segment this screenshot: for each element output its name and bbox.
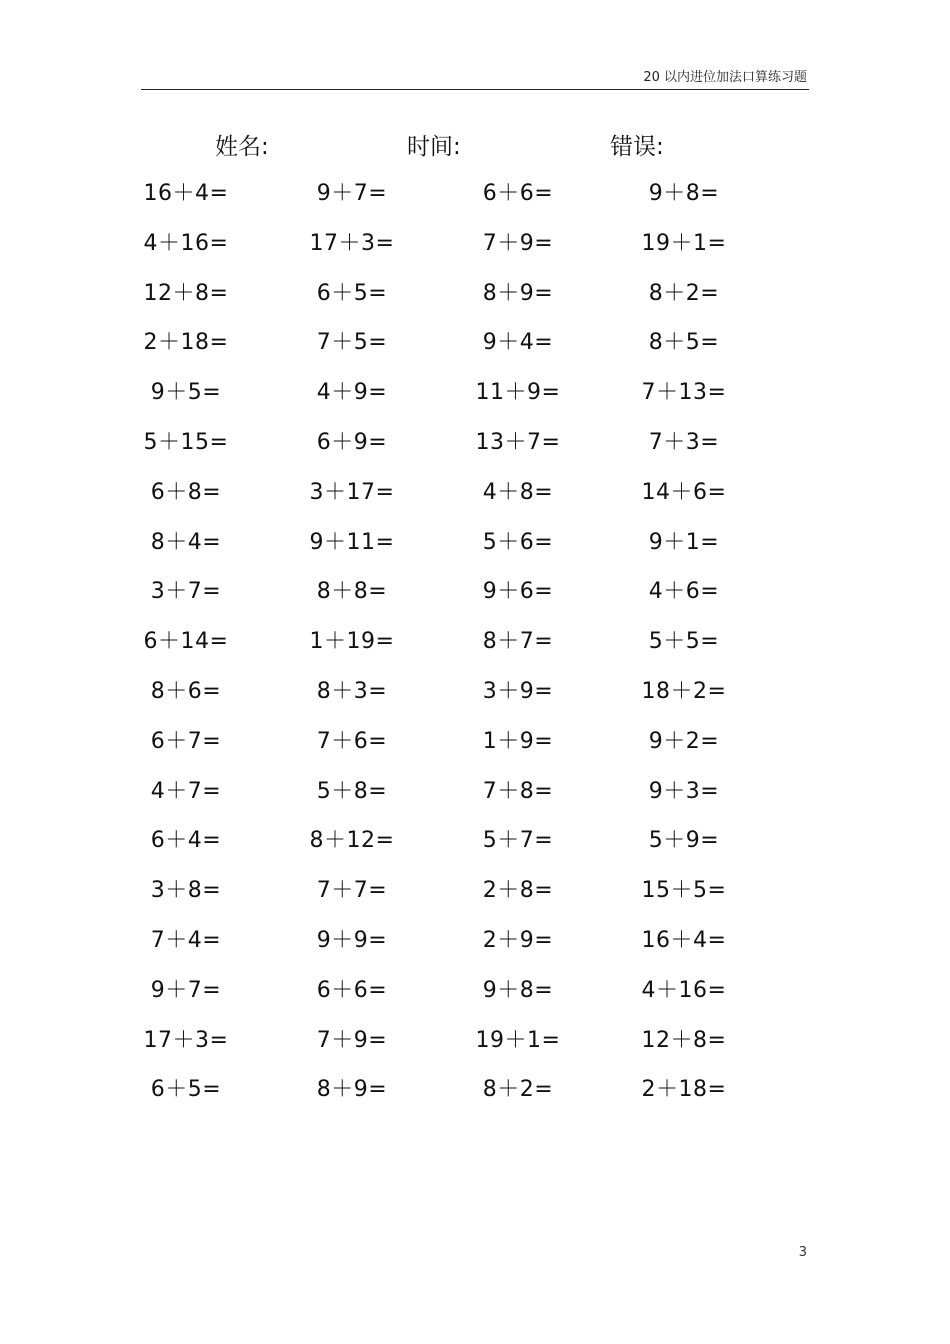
problem-item: 12＋8= bbox=[641, 1027, 727, 1053]
problem-item: 7＋9= bbox=[316, 1027, 388, 1053]
problem-item: 5＋5= bbox=[648, 629, 720, 655]
problem-item: 19＋1= bbox=[641, 230, 727, 256]
problem-item: 9＋8= bbox=[648, 181, 720, 206]
problem-item: 8＋9= bbox=[482, 280, 554, 306]
problem-item: 9＋3= bbox=[648, 778, 720, 804]
problem-item: 8＋8= bbox=[316, 579, 388, 605]
problem-item: 8＋7= bbox=[482, 629, 554, 655]
header-title: 20 以内进位加法口算练习题 bbox=[643, 70, 807, 85]
problem-item: 8＋6= bbox=[150, 679, 222, 704]
problem-item: 1＋19= bbox=[309, 629, 395, 655]
problem-item: 17＋3= bbox=[309, 230, 395, 256]
problem-item: 6＋14= bbox=[143, 629, 229, 655]
problem-item: 6＋7= bbox=[150, 728, 222, 754]
problem-item: 4＋7= bbox=[150, 778, 222, 804]
problem-item: 9＋6= bbox=[482, 579, 554, 605]
problem-item: 2＋18= bbox=[641, 1077, 727, 1103]
problem-item: 9＋11= bbox=[309, 529, 395, 555]
problem-item: 7＋4= bbox=[150, 928, 222, 953]
problem-item: 4＋16= bbox=[641, 977, 727, 1003]
problem-item: 9＋1= bbox=[648, 529, 720, 555]
problem-item: 7＋7= bbox=[316, 878, 388, 904]
problem-item: 16＋4= bbox=[143, 181, 229, 206]
problem-item: 9＋4= bbox=[482, 330, 554, 356]
problem-item: 7＋8= bbox=[482, 778, 554, 804]
problem-item: 6＋6= bbox=[482, 181, 554, 206]
problem-item: 9＋7= bbox=[316, 181, 388, 206]
problem-item: 8＋12= bbox=[309, 828, 395, 854]
problem-item: 5＋6= bbox=[482, 529, 554, 555]
problem-item: 6＋8= bbox=[150, 479, 222, 505]
problem-item: 13＋7= bbox=[475, 430, 561, 455]
problem-item: 5＋15= bbox=[143, 430, 229, 455]
problem-item: 6＋5= bbox=[316, 280, 388, 306]
problem-item: 15＋5= bbox=[641, 878, 727, 904]
problem-item: 9＋7= bbox=[150, 977, 222, 1003]
problem-item: 18＋2= bbox=[641, 679, 727, 704]
problem-item: 8＋5= bbox=[648, 330, 720, 356]
problem-item: 2＋9= bbox=[482, 928, 554, 953]
problem-item: 7＋5= bbox=[316, 330, 388, 356]
problem-item: 4＋16= bbox=[143, 230, 229, 256]
problem-item: 4＋9= bbox=[316, 380, 388, 406]
header-divider bbox=[141, 89, 809, 90]
problem-item: 3＋7= bbox=[150, 579, 222, 605]
problem-item: 9＋5= bbox=[150, 380, 222, 406]
problem-item: 6＋4= bbox=[150, 828, 222, 854]
problem-item: 11＋9= bbox=[475, 380, 561, 406]
problem-item: 8＋2= bbox=[482, 1077, 554, 1103]
problem-item: 5＋9= bbox=[648, 828, 720, 854]
problem-item: 17＋3= bbox=[143, 1027, 229, 1053]
problem-item: 8＋3= bbox=[316, 679, 388, 704]
problem-item: 9＋2= bbox=[648, 728, 720, 754]
page-number: 3 bbox=[798, 1245, 807, 1260]
problem-item: 4＋8= bbox=[482, 479, 554, 505]
problem-item: 7＋6= bbox=[316, 728, 388, 754]
problem-item: 8＋4= bbox=[150, 529, 222, 555]
problem-item: 7＋13= bbox=[641, 380, 727, 406]
problem-item: 16＋4= bbox=[641, 928, 727, 953]
errors-label: 错误: bbox=[610, 134, 664, 160]
problem-item: 6＋6= bbox=[316, 977, 388, 1003]
problem-item: 2＋8= bbox=[482, 878, 554, 904]
problem-item: 9＋8= bbox=[482, 977, 554, 1003]
problem-item: 3＋8= bbox=[150, 878, 222, 904]
problem-item: 12＋8= bbox=[143, 280, 229, 306]
problem-item: 4＋6= bbox=[648, 579, 720, 605]
name-label: 姓名: bbox=[215, 134, 269, 160]
problem-item: 2＋18= bbox=[143, 330, 229, 356]
problem-item: 3＋17= bbox=[309, 479, 395, 505]
problem-item: 8＋2= bbox=[648, 280, 720, 306]
problem-item: 3＋9= bbox=[482, 679, 554, 704]
problem-item: 14＋6= bbox=[641, 479, 727, 505]
problem-item: 1＋9= bbox=[482, 728, 554, 754]
problem-item: 5＋8= bbox=[316, 778, 388, 804]
problem-item: 5＋7= bbox=[482, 828, 554, 854]
problem-item: 7＋3= bbox=[648, 430, 720, 455]
problem-item: 7＋9= bbox=[482, 230, 554, 256]
problem-item: 9＋9= bbox=[316, 928, 388, 953]
time-label: 时间: bbox=[407, 134, 461, 160]
problem-item: 19＋1= bbox=[475, 1027, 561, 1053]
problem-item: 6＋9= bbox=[316, 430, 388, 455]
problem-item: 8＋9= bbox=[316, 1077, 388, 1103]
problem-item: 6＋5= bbox=[150, 1077, 222, 1103]
